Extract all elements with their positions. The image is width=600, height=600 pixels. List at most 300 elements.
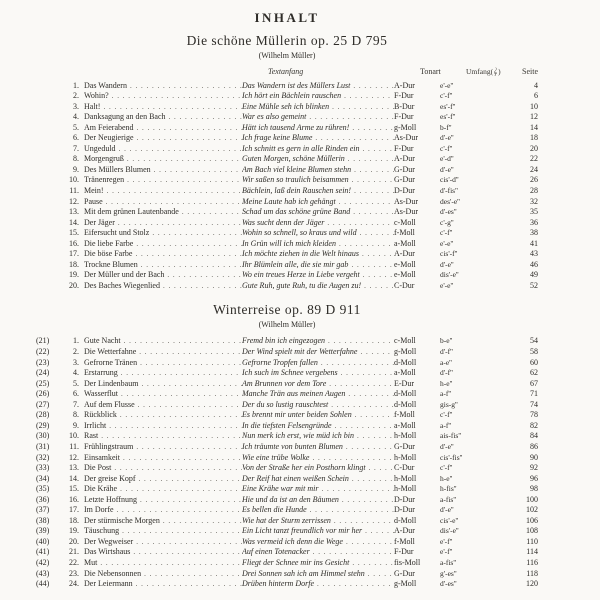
song-title-cell [84,175,242,186]
song-page-number: 32 [530,196,538,206]
song-key: B-Dur [394,101,415,111]
song-key: e-Moll [394,270,416,280]
dot-leader [318,358,394,369]
song-incipit-cell [242,474,394,485]
song-title-cell [84,442,242,453]
song-number: 3. [73,357,79,367]
song-number: 8. [73,154,79,164]
dot-leader [106,421,242,432]
column-header-seite: Seite [522,67,538,76]
song-number: 10. [69,175,79,185]
section-subheading: (Wilhelm Müller) [258,51,316,60]
song-title: Das Wandern [84,80,127,90]
song-title: Rast [84,431,99,441]
dot-leader [343,442,394,453]
dot-leader [307,505,394,516]
song-vocal-range: b-f'' [440,122,452,132]
song-page-number: 10 [530,101,538,111]
song-title-cell [84,207,242,218]
song-number: 1. [73,336,79,346]
song-incipit-cell [242,123,394,134]
table-row [36,368,538,379]
song-incipit-cell [242,281,394,292]
dot-leader [336,197,394,208]
song-title: Am Feierabend [84,122,134,132]
song-paren-number: (30) [36,431,50,441]
dot-leader [132,249,242,260]
song-page-number: 52 [530,280,538,290]
dot-leader [310,547,394,558]
song-incipit-cell [242,91,394,102]
song-page-number: 6 [534,91,538,101]
song-number: 5. [73,122,79,132]
song-paren-number: (40) [36,536,50,546]
song-number: 21. [69,547,79,557]
song-key: g-Moll [394,579,417,589]
song-incipit: Bächlein, laß dein Rauschen sein! [242,186,352,196]
song-number: 14. [69,217,79,227]
song-number: 5. [73,378,79,388]
dot-leader [352,410,394,421]
section-muellerin [36,33,538,291]
song-number: 18. [69,515,79,525]
song-title-cell [84,453,242,464]
song-key: h-Moll [394,452,417,462]
song-page-number: 102 [526,505,538,515]
song-incipit: Ihr Blümlein alle, die sie mir gab [242,259,349,269]
dot-leader [312,133,394,144]
song-vocal-range: cis'-d'' [440,175,459,185]
song-incipit: Ich frage keine Blume [242,133,313,143]
song-incipit: Gute Ruh, gute Ruh, tu die Augen zu! [242,280,362,290]
song-key: f-Moll [394,410,415,420]
song-incipit: Ich träumte von bunten Blumen [242,441,343,451]
section-subheading: (Wilhelm Müller) [258,320,316,330]
song-title-cell [84,463,242,474]
song-title: Der Leiermann [84,579,133,589]
song-key: D-Dur [394,186,415,196]
song-number: 13. [69,207,79,217]
song-vocal-range: c'-f'' [440,410,453,420]
song-title-cell [84,260,242,271]
song-paren-number: (44) [36,579,50,589]
section-heading: Winterreise op. 89 D 911 [213,302,361,318]
dot-leader [117,410,242,421]
song-incipit: Ich schnitt es gern in alle Rinden ein [242,143,360,153]
song-vocal-range: ais-fis'' [440,431,462,441]
song-paren-number: (32) [36,452,50,462]
song-page-number: 114 [526,547,538,557]
song-title: Wasserflut [84,389,119,399]
dot-leader [127,81,242,92]
song-incipit-cell [242,526,394,537]
song-title-cell [84,186,242,197]
song-paren-number: (25) [36,378,50,388]
song-number: 12. [69,196,79,206]
song-page-number: 106 [526,515,538,525]
dot-leader [365,569,394,580]
song-paren-number: (33) [36,463,50,473]
song-paren-number: (34) [36,473,50,483]
song-incipit: Am Bach viel kleine Blumen stehn [242,164,352,174]
dot-leader [336,239,394,250]
song-incipit: Wie eine trübe Wolke [242,452,310,462]
song-title-cell [84,228,242,239]
dot-leader [309,453,394,464]
dot-leader [138,260,242,271]
song-page-number: 96 [530,473,538,483]
song-page-number: 41 [530,238,538,248]
dot-leader [160,281,242,292]
song-vocal-range: cis'-f'' [440,249,458,259]
dot-leader [318,484,394,495]
song-title: Die Wetterfahne [84,347,137,357]
song-page-number: 18 [530,133,538,143]
dot-leader [133,239,242,250]
song-incipit-cell [242,484,394,495]
dot-leader [104,186,242,197]
song-number: 3. [73,101,79,111]
song-title: Ungeduld [84,143,116,153]
song-page-number: 82 [530,420,538,430]
dot-leader [306,112,394,123]
muellerin-rows [36,81,538,292]
song-paren-number: (41) [36,547,50,557]
song-vocal-range: c'-f'' [440,228,453,238]
song-incipit: War es also gemeint [242,112,307,122]
song-title-cell [84,516,242,527]
song-incipit: Ich möchte ziehen in die Welt hinaus [242,249,360,259]
song-paren-number: (28) [36,410,50,420]
song-incipit: Meine Laute hab ich gehängt [242,196,336,206]
song-incipit-cell [242,81,394,92]
song-number: 22. [69,557,79,567]
table-row [36,123,538,134]
song-vocal-range: c'-f'' [440,91,453,101]
song-incipit-cell [242,112,394,123]
song-number: 15. [69,484,79,494]
song-vocal-range: d'-e'' [440,133,454,143]
dot-leader [98,431,242,442]
song-vocal-range: e'-e'' [440,280,454,290]
table-row [36,410,538,421]
song-page-number: 22 [530,154,538,164]
song-vocal-range: d'-e'' [440,259,454,269]
song-incipit: Auf einen Totenacker [242,547,310,557]
dot-leader [351,186,394,197]
song-title-cell [84,547,242,558]
song-page-number: 62 [530,368,538,378]
dot-leader [109,91,242,102]
song-incipit: Nun merk ich erst, wie müd ich bin [242,431,354,441]
song-vocal-range: d'-e'' [440,164,454,174]
song-incipit-cell [242,239,394,250]
song-key: C-Dur [394,280,415,290]
song-page-number: 100 [526,494,538,504]
dot-leader [349,123,394,134]
song-title: Der Jäger [84,217,115,227]
song-incipit: Hätt ich tausend Arme zu rühren! [242,122,350,132]
table-row [36,112,538,123]
table-row [36,463,538,474]
song-page-number: 108 [526,526,538,536]
song-key: d-Moll [394,515,417,525]
song-title: Auf dem Flusse [84,399,135,409]
song-title: Der Neugierige [84,133,134,143]
table-row [36,144,538,155]
song-incipit-cell [242,547,394,558]
table-row [36,526,538,537]
dot-leader [116,144,242,155]
song-paren-number: (42) [36,557,50,567]
song-number: 17. [69,505,79,515]
dot-leader [115,218,242,229]
table-row [36,431,538,442]
table-row [36,569,538,580]
song-number: 7. [73,143,79,153]
song-incipit-cell [242,442,394,453]
song-title-cell [84,133,242,144]
song-vocal-range: e'-e'' [440,238,454,248]
song-incipit-cell [242,197,394,208]
dot-leader [124,154,242,165]
dot-leader [117,484,242,495]
song-incipit: Wir saßen so traulich beisammen [242,175,349,185]
song-page-number: 98 [530,484,538,494]
section-winterreise [36,302,538,589]
song-key: G-Dur [394,175,415,185]
dot-leader [348,260,394,271]
song-vocal-range: d'-f'' [440,368,453,378]
table-row [36,270,538,281]
song-number: 18. [69,259,79,269]
table-row [36,133,538,144]
column-header-tonart: Tonart [420,67,441,76]
song-vocal-range: a-f'' [440,389,452,399]
song-title-cell [84,144,242,155]
song-paren-number: (37) [36,505,50,515]
song-page-number: 120 [526,579,538,589]
table-row [36,154,538,165]
song-title: Des Müllers Blumen [84,164,151,174]
song-page-number: 110 [526,536,538,546]
dot-leader [179,207,242,218]
song-title: Gute Nacht [84,336,121,346]
song-title-cell [84,526,242,537]
song-incipit: Fliegt der Schnee mir ins Gesicht [242,557,350,567]
song-incipit: Manche Trän aus meinen Augen [242,389,346,399]
song-number: 23. [69,568,79,578]
song-incipit-cell [242,336,394,347]
song-title: Die Krähe [84,484,118,494]
song-incipit: Drüben hinterm Dorfe [242,579,314,589]
table-row [36,400,538,411]
song-key: fis-Moll [394,557,421,567]
song-paren-number: (24) [36,368,50,378]
song-paren-number: (29) [36,420,50,430]
song-incipit-cell [242,389,394,400]
song-key: F-Dur [394,547,414,557]
song-incipit-cell [242,368,394,379]
dot-leader [332,421,394,432]
dot-leader [326,379,394,390]
song-title: Der Lindenbaum [84,378,139,388]
dot-leader [324,218,394,229]
song-page-number: 118 [526,568,538,578]
song-number: 24. [69,579,79,589]
table-row [36,218,538,229]
song-title: Irrlicht [84,420,107,430]
table-row [36,260,538,271]
song-title-cell [84,336,242,347]
song-title: Eifersucht und Stolz [84,228,150,238]
song-title-cell [84,154,242,165]
song-paren-number: (38) [36,515,50,525]
song-number: 11. [69,441,79,451]
song-vocal-range: e'-f'' [440,547,453,557]
song-incipit-cell [242,431,394,442]
song-key: g-Moll [394,347,417,357]
song-title: Mit dem grünen Lautenbande [84,207,179,217]
song-incipit-cell [242,379,394,390]
song-key: D-Dur [394,494,415,504]
song-incipit: Ich such im Schnee vergebens [242,368,338,378]
song-key: d-Moll [394,389,417,399]
song-number: 17. [69,249,79,259]
song-number: 10. [69,431,79,441]
song-incipit: Schad um das schöne grüne Band [242,207,351,217]
song-title-cell [84,421,242,432]
dot-leader [345,154,394,165]
song-title-cell [84,102,242,113]
dot-leader [361,281,394,292]
song-number: 19. [69,270,79,280]
song-incipit: Das Wandern ist des Müllers Lust [242,80,351,90]
song-title-cell [84,81,242,92]
song-page-number: 78 [530,410,538,420]
song-number: 16. [69,238,79,248]
song-title: Die Nebensonnen [84,568,142,578]
song-title: Der greise Kopf [84,473,136,483]
song-title-cell [84,239,242,250]
song-key: h-Moll [394,473,417,483]
song-key: As-Dur [394,133,418,143]
song-paren-number: (21) [36,336,50,346]
song-key: f-Moll [394,228,415,238]
song-number: 2. [73,91,79,101]
song-incipit: Wie hat der Sturm zerrissen [242,515,331,525]
song-incipit-cell [242,102,394,113]
dot-leader [366,463,394,474]
song-title: Gefrorne Tränen [84,357,138,367]
song-incipit-cell [242,347,394,358]
song-key: d-Moll [394,399,417,409]
table-row [36,207,538,218]
song-title-cell [84,558,242,569]
song-incipit: Guten Morgen, schöne Müllerin [242,154,345,164]
song-title-cell [84,123,242,134]
song-title: Rückblick [84,410,117,420]
song-key: c-Moll [394,336,416,346]
song-vocal-range: h-fis'' [440,484,457,494]
song-incipit-cell [242,579,394,590]
song-vocal-range: e'-f'' [440,536,453,546]
song-number: 16. [69,494,79,504]
dot-leader [345,389,394,400]
song-incipit-cell [242,516,394,527]
song-page-number: 24 [530,164,538,174]
song-title-cell [84,569,242,580]
song-vocal-range: d'-f'' [440,347,453,357]
song-vocal-range: cis'-fis'' [440,452,463,462]
song-incipit-cell [242,270,394,281]
table-row [36,336,538,347]
song-number: 19. [69,526,79,536]
song-incipit: Der du so lustig rauschtest [242,399,329,409]
song-incipit-cell [242,505,394,516]
song-title: Mein! [84,186,104,196]
song-title-cell [84,281,242,292]
section-heading: Die schöne Müllerin op. 25 D 795 [186,33,388,48]
song-paren-number: (43) [36,568,50,578]
treble-clef-icon [491,67,501,78]
song-number: 4. [73,112,79,122]
song-title: Des Baches Wiegenlied [84,280,160,290]
dot-leader [135,400,242,411]
song-title: Danksagung an den Bach [84,112,166,122]
song-key: a-Moll [394,368,416,378]
song-title: Der stürmische Morgen [84,515,160,525]
dot-leader [329,102,394,113]
song-vocal-range: c'-g'' [440,217,454,227]
song-title-cell [84,389,242,400]
song-page-number: 74 [530,399,538,409]
song-page-number: 58 [530,347,538,357]
song-number: 6. [73,133,79,143]
song-vocal-range: c'-f'' [440,463,453,473]
dot-leader [343,537,394,548]
dot-leader [349,474,394,485]
song-incipit-cell [242,260,394,271]
song-page-number: 92 [530,463,538,473]
song-title-cell [84,112,242,123]
song-page-number: 84 [530,431,538,441]
song-incipit-cell [242,410,394,421]
song-key: d-Moll [394,357,417,367]
song-paren-number: (35) [36,484,50,494]
dot-leader [133,579,242,590]
table-row [36,197,538,208]
song-vocal-range: dis'-e'' [440,270,459,280]
song-title-cell [84,579,242,590]
song-key: As-Dur [394,196,418,206]
song-incipit: In die tiefsten Felsengründe [242,420,332,430]
song-vocal-range: d'-fis'' [440,186,458,196]
dot-leader [133,442,242,453]
song-incipit-cell [242,453,394,464]
song-number: 9. [73,420,79,430]
song-vocal-range: a-fis'' [440,494,457,504]
song-vocal-range: d'-es'' [440,207,457,217]
table-row [36,495,538,506]
song-key: As-Dur [394,207,418,217]
table-row [36,537,538,548]
song-title-cell [84,474,242,485]
dot-leader [160,516,242,527]
song-incipit: Hie und da ist an den Bäumen [242,494,339,504]
dot-leader [100,102,242,113]
table-row [36,81,538,92]
